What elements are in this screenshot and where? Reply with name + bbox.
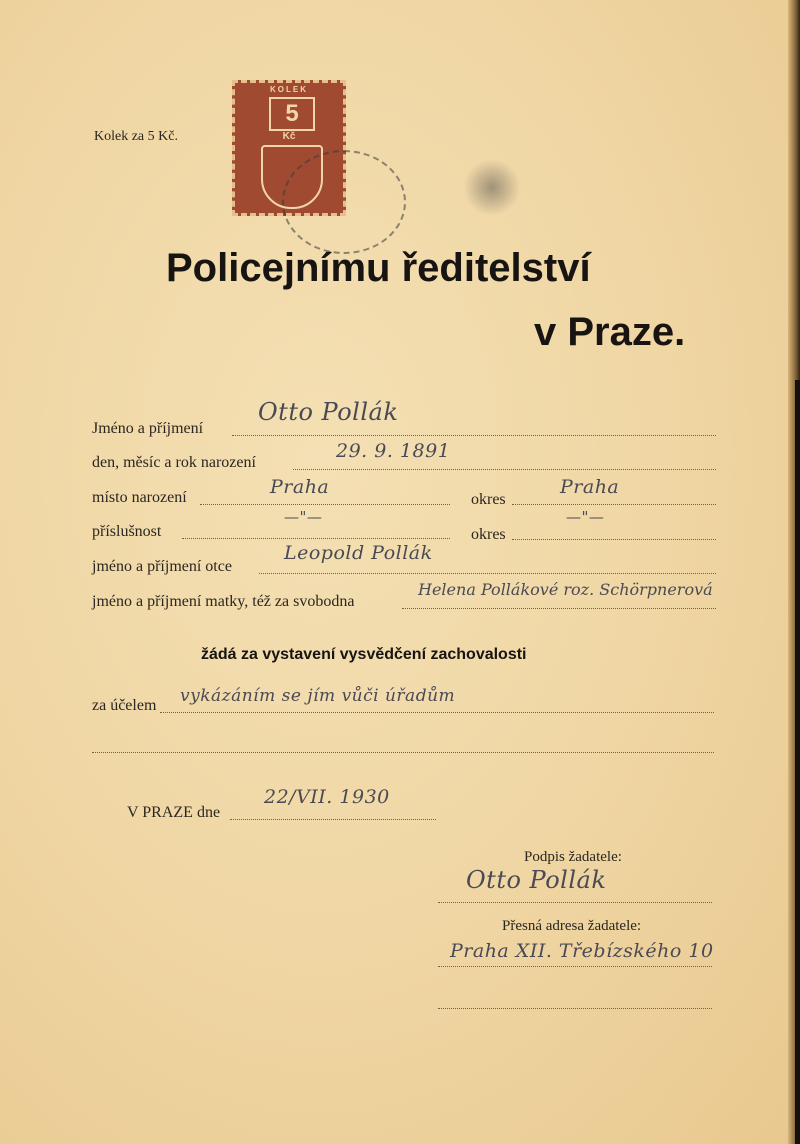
ink-smudge [462, 160, 522, 215]
addressee-city: v Praze. [534, 310, 686, 354]
date-value: 22/VII. 1930 [264, 786, 390, 808]
mother-name-line [402, 608, 716, 609]
address-line [438, 966, 712, 967]
stamp-label: Kolek za 5 Kč. [94, 129, 178, 144]
request-heading: žádá za vystavení vysvědčení zachovalosti [201, 646, 527, 663]
father-name-line [259, 573, 716, 574]
birthplace-line [200, 504, 450, 505]
address-line-2 [438, 1008, 712, 1009]
mother-name-value: Helena Pollákové roz. Schörpnerová [418, 580, 713, 599]
stamp-value: 5 [269, 97, 315, 131]
purpose-value: vykázáním se jím vůči úřadům [180, 686, 456, 706]
mother-name-label: jméno a příjmení matky, též za svobodna [92, 593, 355, 610]
birthplace-value: Praha [270, 476, 330, 498]
postmark-icon [282, 150, 406, 254]
district-2-line [512, 539, 716, 540]
district-label: okres [471, 491, 506, 508]
district-2-value: —"— [566, 508, 605, 526]
citizenship-value: —"— [284, 508, 323, 526]
stamp-top-text: KOLEK [270, 85, 308, 94]
father-name-label: jméno a příjmení otce [92, 558, 232, 575]
date-line [230, 819, 436, 820]
purpose-line-2 [92, 752, 714, 753]
district-line [512, 504, 716, 505]
purpose-label: za účelem [92, 697, 157, 714]
address-label: Přesná adresa žadatele: [502, 918, 642, 934]
birthplace-label: místo narození [92, 489, 187, 506]
birth-date-label: den, měsíc a rok narození [92, 454, 256, 471]
signature-line [438, 902, 712, 903]
birth-date-value: 29. 9. 1891 [336, 440, 451, 462]
district-value: Praha [560, 476, 620, 498]
name-line [232, 435, 716, 436]
signature-label: Podpis žadatele: [524, 849, 622, 865]
father-name-value: Leopold Pollák [284, 542, 433, 564]
name-label: Jméno a příjmení [92, 420, 204, 437]
citizenship-label: příslušnost [92, 523, 162, 540]
citizenship-line [182, 538, 450, 539]
addressee-title: Policejnímu ředitelství [166, 246, 591, 290]
signature-value: Otto Pollák [466, 866, 607, 894]
district-2-label: okres [471, 526, 506, 543]
date-label: V PRAZE dne [127, 804, 221, 821]
birth-date-line [293, 469, 716, 470]
address-value: Praha XII. Třebízského 10 [450, 940, 714, 962]
purpose-line [160, 712, 714, 713]
stamp-currency: Kč [282, 131, 296, 142]
page-edge-shadow [795, 380, 800, 1144]
name-value: Otto Pollák [258, 398, 399, 426]
